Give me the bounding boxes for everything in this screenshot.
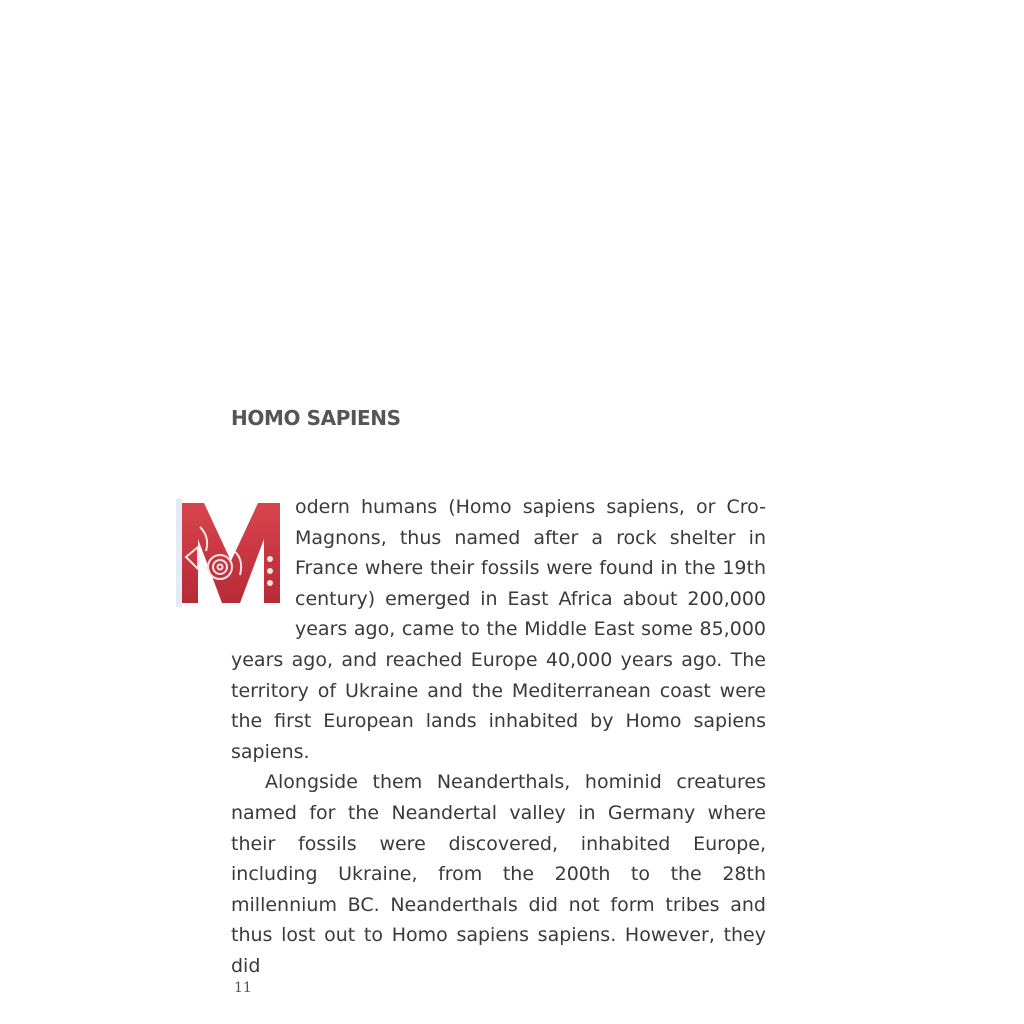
page-number: 11 (234, 980, 252, 996)
body-text (231, 492, 766, 982)
paragraph-1-text: odern humans (Homo sapiens sapiens, or Cro-Magnons, thus named after a rock shelter in France where their fossils were found in the 19th century) emerged in East Africa about 200,000 years ago, came to the Middle East some 85,000 years ago, and reached Europe 40,000 years ago. The territory of Ukraine and the Mediterranean coast were the first European lands inhabited by Homo sapiens sapiens. (231, 496, 766, 763)
paragraph-2: Alongside them Neanderthals, hominid creatures named for the Neandertal valley in Germany where their fossils were discovered, inhabited Europe, including Ukraine, from the 200th to the 28th millennium BC. Neanderthals did not form tribes and thus lost out to Homo sapiens sapiens. However, they did (231, 771, 766, 977)
paragraph-1 (231, 492, 766, 767)
drop-cap-m-icon (176, 499, 286, 619)
section-heading: HOMO SAPIENS (231, 406, 401, 430)
